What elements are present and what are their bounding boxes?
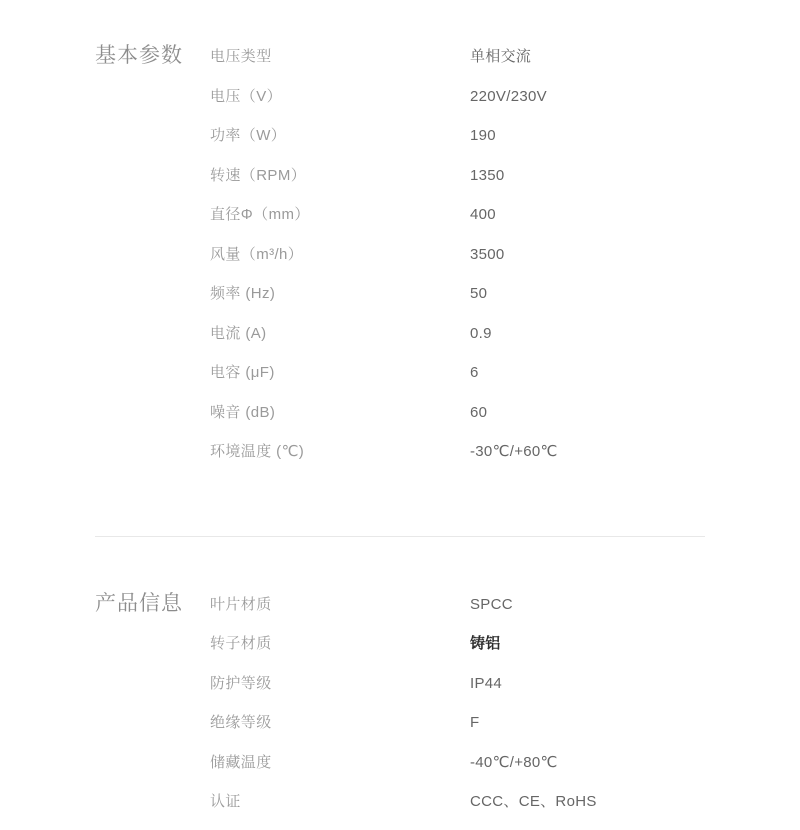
- spec-label: 电压类型: [210, 48, 272, 65]
- spec-value: IP44: [470, 674, 503, 692]
- spec-value: -40℃/+80℃: [470, 753, 558, 771]
- spec-label: 储藏温度: [210, 753, 272, 771]
- spec-value: 220V/230V: [470, 87, 547, 105]
- section-spacer-top: [0, 480, 800, 536]
- spec-value: 400: [470, 206, 496, 223]
- spec-label: 转子材质: [210, 635, 272, 652]
- spec-value: 50: [470, 285, 488, 302]
- spec-label: 环境温度 (℃): [210, 443, 305, 460]
- table-row: [210, 401, 800, 441]
- spec-value: 1350: [470, 166, 505, 184]
- section-product-information: [0, 593, 800, 830]
- table-row: [210, 243, 800, 283]
- table-row: [210, 711, 800, 751]
- table-row: [210, 361, 800, 401]
- table-row: [210, 85, 800, 125]
- spec-label: 电容 (μF): [210, 364, 275, 381]
- spec-label: 电压（V）: [210, 87, 283, 105]
- section-spacer-bottom: [0, 537, 800, 593]
- spec-label: 直径Φ（mm）: [210, 206, 310, 223]
- table-row: [210, 45, 800, 85]
- table-row: [210, 124, 800, 164]
- table-row: [210, 751, 800, 791]
- spec-label: 叶片材质: [210, 595, 272, 613]
- spec-value: 铸铝: [470, 635, 501, 652]
- spec-label: 噪音 (dB): [210, 403, 276, 421]
- spec-label: 电流 (A): [210, 324, 267, 342]
- spec-value: 6: [470, 364, 479, 381]
- spec-value: CCC、CE、RoHS: [470, 793, 597, 810]
- spec-value: 60: [470, 403, 488, 421]
- table-row: [210, 790, 800, 830]
- table-row: [210, 632, 800, 672]
- spec-label: 频率 (Hz): [210, 285, 276, 302]
- table-row: [210, 282, 800, 322]
- table-row: [210, 672, 800, 712]
- spec-label: 功率（W）: [210, 127, 287, 144]
- spec-value: -30℃/+60℃: [470, 443, 558, 460]
- spec-label: 转速（RPM）: [210, 166, 307, 184]
- spec-label: 绝缘等级: [210, 714, 272, 731]
- table-row: [210, 593, 800, 633]
- section-title-product-information: 产品信息: [95, 591, 183, 615]
- spec-value: 3500: [470, 245, 505, 263]
- table-row: [210, 164, 800, 204]
- table-row: [210, 203, 800, 243]
- spec-label: 认证: [210, 793, 241, 810]
- spec-value: SPCC: [470, 595, 513, 613]
- spec-table-product-information: [210, 593, 800, 830]
- spec-label: 风量（m³/h）: [210, 245, 304, 263]
- table-row: [210, 322, 800, 362]
- spec-value: 190: [470, 127, 496, 144]
- section-title-basic-parameters: 基本参数: [95, 44, 183, 67]
- spec-label: 防护等级: [210, 674, 272, 692]
- table-row: [210, 440, 800, 480]
- spec-value: F: [470, 714, 480, 731]
- spec-table-basic-parameters: [210, 45, 800, 480]
- spec-value: 0.9: [470, 324, 492, 342]
- spec-value: 单相交流: [470, 48, 532, 65]
